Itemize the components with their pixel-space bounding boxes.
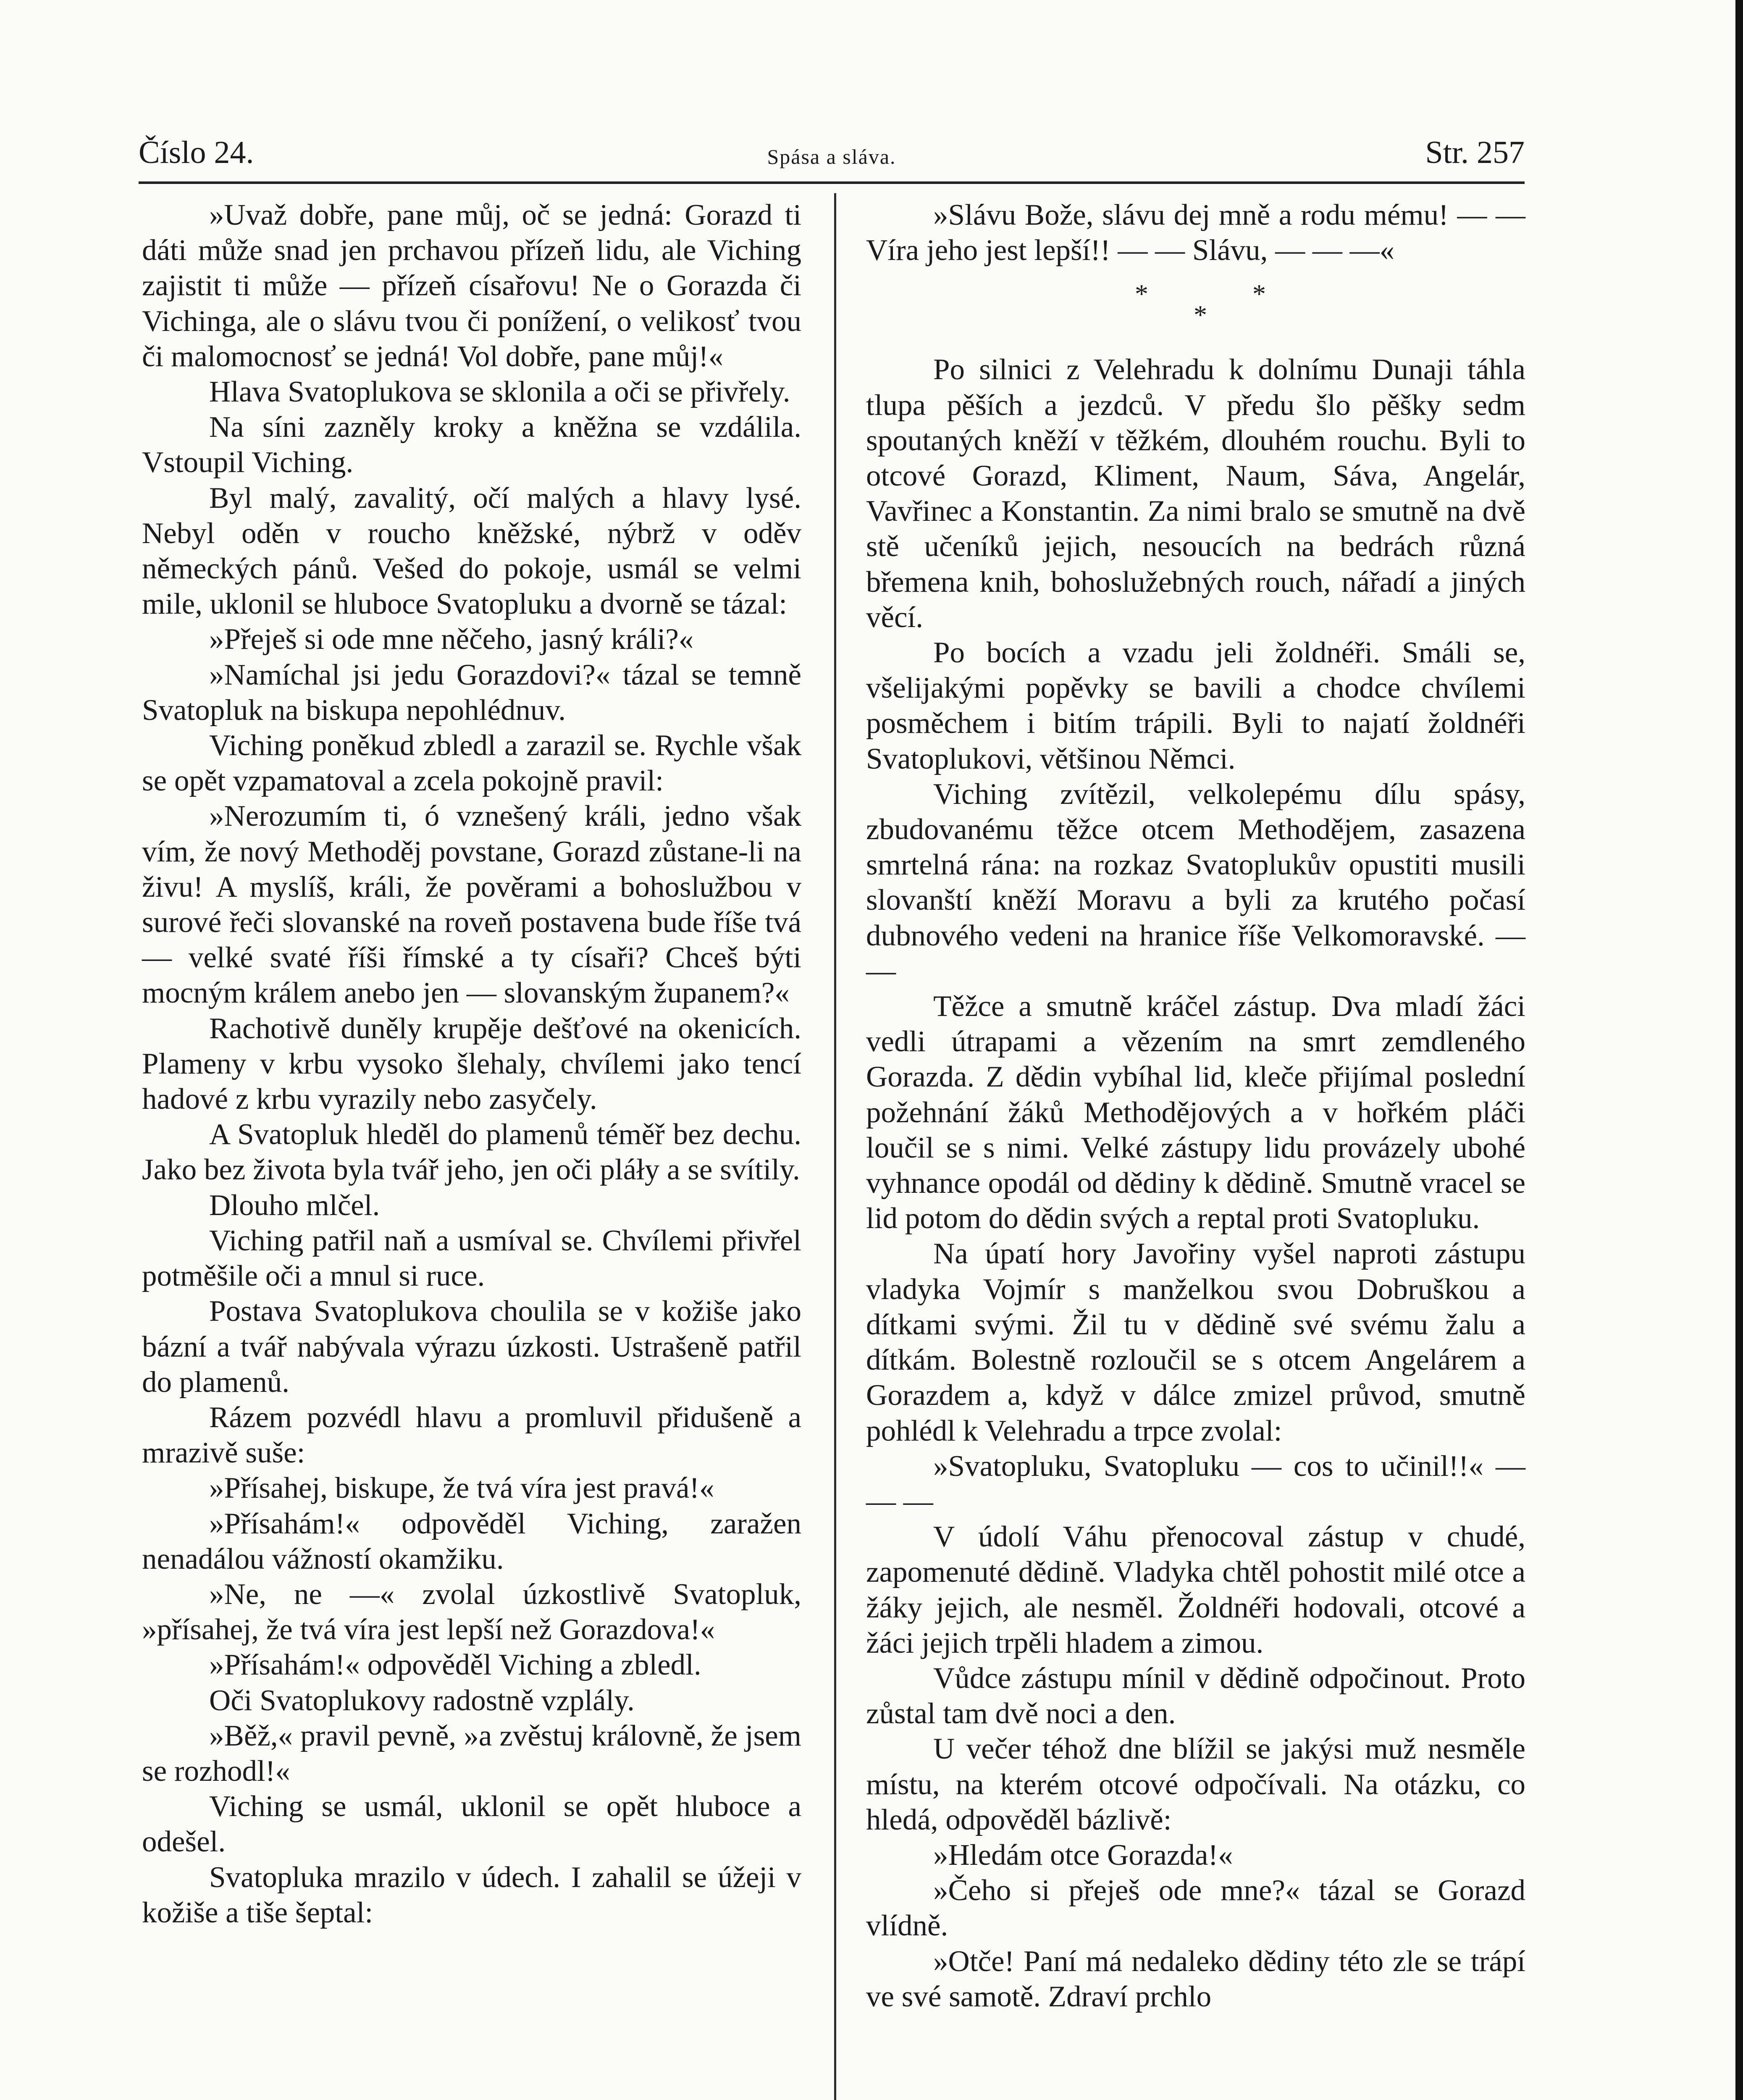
paragraph: »Svatopluku, Svatopluku — cos to učinil!!« — — — [866, 1449, 1525, 1518]
page-number: Str. 257 [1425, 135, 1525, 170]
running-title: Spása a sláva. [767, 145, 896, 168]
paragraph: Vůdce zástupu mínil v dědině odpočinout. Proto zůstal tam dvě noci a den. [866, 1662, 1525, 1730]
right-column-body [866, 352, 1525, 2014]
paragraph: »Přísahej, biskupe, že tvá víra jest pravá!« [209, 1472, 714, 1505]
paragraph: Byl malý, zavalitý, očí malých a hlavy lysé. Nebyl oděn v roucho kněžské, nýbrž v oděv německých pánů. Vešed do pokoje, usmál se velmi mile, uklonil se hluboce Svatopluku a dvorně se tázal: [142, 481, 801, 621]
paragraph: Těžce a smutně kráčel zástup. Dva mladí žáci vedli útrapami a vězením na smrt zemdleného Gorazda. Z dědin vybíhal lid, kleče přijímal poslední požehnání žáků Methodějových a v hořkém pláči loučil se s nimi. Velké zástupy lidu provázely ubohé vyhnance opodál od dědiny k dědině. Smutně vracel se lid potom do dědin svých a reptal proti Svatopluku. [866, 990, 1525, 1235]
right-column-top [866, 197, 1525, 268]
paragraph: Na síni zazněly kroky a kněžna se vzdálila. Vstoupil Viching. [142, 411, 801, 479]
paragraph: Po bocích a vzadu jeli žoldnéři. Smáli se, všelijakými popěvky se bavili a chodce chvílemi posměchem i bitím trápili. Byli to najatí žoldnéři Svatoplukovi, většinou Němci. [866, 636, 1525, 775]
page-header [139, 126, 1525, 181]
paragraph: Na úpatí hory Javořiny vyšel naproti zástupu vladyka Vojmír s manželkou svou Dobruškou a dítkami svými. Žil tu v dědině své svému žalu a dítkám. Bolestně rozloučil se s otcem Angelárem a Gorazdem a, když v dálce zmizel průvod, smutně pohlédl k Velehradu a trpce zvolal: [866, 1237, 1525, 1447]
asterisk-1: * [1135, 279, 1148, 309]
header-rule [139, 181, 1525, 184]
paragraph: »Namíchal jsi jedu Gorazdovi?« tázal se temně Svatopluk na biskupa nepohlédnuv. [142, 658, 801, 727]
asterisk-2: * [1194, 300, 1207, 330]
left-column [142, 197, 801, 1930]
paragraph: »Přeješ si ode mne něčeho, jasný králi?« [209, 623, 694, 656]
paragraph: Svatopluka mrazilo v údech. I zahalil se úžeji v kožiše a tiše šeptal: [142, 1861, 801, 1929]
paragraph: Po silnici z Velehradu k dolnímu Dunaji táhla tlupa pěších a jezdců. V předu šlo pěšky sedm spoutaných kněží v těžkém, dlouhém rouchu. Byli to otcové Gorazd, Kliment, Naum, Sáva, Angelár, Vavřinec a Konstantin. Za nimi bralo se smutně na dvě stě učeníků jejich, nesoucích na bedrách různá břemena knih, bohoslužebných rouch, nářadí a jiných věcí. [866, 353, 1525, 634]
paragraph: Viching se usmál, uklonil se opět hluboce a odešel. [142, 1790, 801, 1858]
issue-number: Číslo 24. [139, 135, 254, 170]
paragraph: Viching poněkud zbledl a zarazil se. Rychle však se opět vzpamatoval a zcela pokojně pravil: [142, 729, 801, 798]
paragraph: »Přísahám!« odpověděl Viching a zbledl. [209, 1648, 701, 1682]
paragraph: Rázem pozvédl hlavu a promluvil přidušeně a mrazivě suše: [142, 1401, 801, 1470]
paragraph: »Běž,« pravil pevně, »a zvěstuj královně, že jsem se rozhodl!« [142, 1719, 801, 1788]
paragraph: Viching patřil naň a usmíval se. Chvílemi přivřel potměšile oči a mnul si ruce. [142, 1224, 801, 1293]
paragraph: Viching zvítězil, velkolepému dílu spásy, zbudovanému těžce otcem Methodějem, zasazena smrtelná rána: na rozkaz Svatoplukův opustiti musili slovanští kněží Moravu a byli za krutého počasí dubnového vedeni na hranice říše Velkomoravské. — — [866, 777, 1525, 987]
paragraph: »Čeho si přeješ ode mne?« tázal se Gorazd vlídně. [866, 1874, 1525, 1942]
paragraph: »Nerozumím ti, ó vznešený králi, jedno však vím, že nový Methoděj povstane, Gorazd zůstane-li na živu! A myslíš, králi, že pověrami a bohoslužbou v surové řeči slovanské na roveň postavena bude říše tvá — velké svaté říši římské a ty císaři? Chceš býti mocným králem anebo jen — slovanským županem?« [142, 800, 801, 1010]
paragraph: Hlava Svatoplukova se sklonila a oči se přivřely. [209, 375, 790, 409]
paragraph: »Uvaž dobře, pane můj, oč se jedná: Gorazd ti dáti může snad jen prchavou přízeň lidu, ale Viching zajistit ti může — přízeň císařovu! Ne o Gorazda či Vichinga, ale o slávu tvou či ponížení, o velikosť tvou či malomocnosť se jedná! Vol dobře, pane můj!« [142, 199, 801, 373]
paragraph: Dlouho mlčel. [209, 1189, 380, 1222]
right-column [866, 197, 1525, 2014]
paragraph: »Ne, ne —« zvolal úzkostlivě Svatopluk, »přísahej, že tvá víra jest lepší než Gorazdova!« [142, 1578, 801, 1646]
paragraph: Postava Svatoplukova choulila se v kožiše jako bázní a tvář nabývala výrazu úzkosti. Ustrašeně patřil do plamenů. [142, 1295, 801, 1399]
paragraph: U večer téhož dne blížil se jakýsi muž nesměle místu, na kterém otcové odpočívali. Na otázku, co hledá, odpověděl bázlivě: [866, 1732, 1525, 1836]
paragraph: Rachotivě duněly krupěje dešťové na okenicích. Plameny v krbu vysoko šlehaly, chvílemi jako tencí hadové z krbu vyrazily nebo zasyčely. [142, 1012, 801, 1116]
paragraph: »Otče! Paní má nedaleko dědiny této zle se trápí ve své samotě. Zdraví prchlo [866, 1945, 1525, 2013]
section-separator [866, 268, 1525, 352]
column-divider [834, 193, 836, 2100]
paragraph: »Slávu Bože, slávu dej mně a rodu mému! — — Víra jeho jest lepší!! — — Slávu, — — —« [866, 199, 1525, 267]
paragraph: A Svatopluk hleděl do plamenů téměř bez dechu. Jako bez života byla tvář jeho, jen oči pláły a se svítily. [142, 1118, 801, 1186]
paragraph: V údolí Váhu přenocoval zástup v chudé, zapomenuté dědině. Vladyka chtěl pohostit milé otce a žáky jejich, ale nesměl. Žoldnéři hodovali, otcové a žáci jejich trpěli hladem a zimou. [866, 1520, 1525, 1659]
paragraph: »Přísahám!« odpověděl Viching, zaražen nenadálou vážností okamžiku. [142, 1507, 801, 1575]
paragraph: »Hledám otce Gorazda!« [933, 1838, 1233, 1872]
asterisk-3: * [1252, 279, 1266, 309]
paragraph: Oči Svatoplukovy radostně vzplály. [209, 1684, 635, 1717]
